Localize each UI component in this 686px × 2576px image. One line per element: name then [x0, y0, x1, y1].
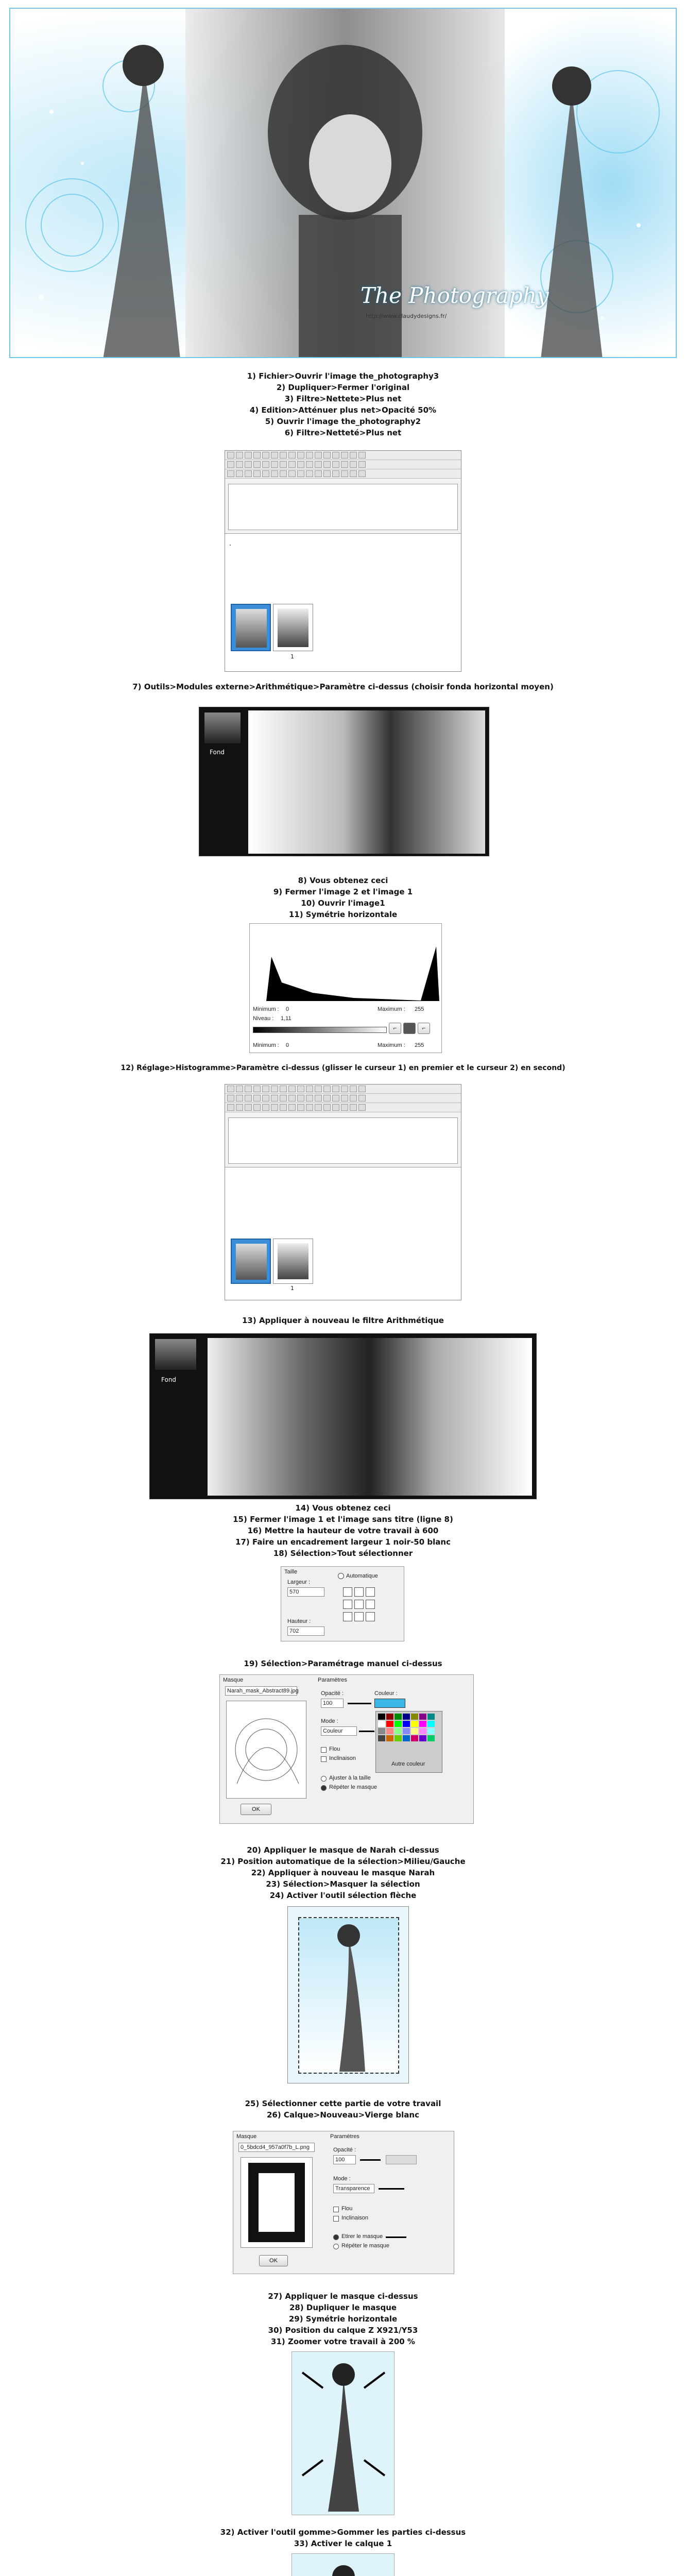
niveau-label: Niveau :	[253, 1015, 274, 1022]
mask-file-select[interactable]: Narah_mask_Abstract89.jpg	[225, 1686, 297, 1696]
repeter-label-2: Répéter le masque	[341, 2243, 389, 2249]
anchor-cell[interactable]	[366, 1612, 375, 1621]
niveau-value: 1,11	[281, 1015, 291, 1022]
mask-file-select-2[interactable]: 0_5bdcd4_957a0f7b_L.png	[238, 2143, 315, 2152]
toolbar	[225, 451, 461, 460]
banner-image	[9, 8, 677, 358]
code-area[interactable]	[228, 1117, 458, 1164]
arrow-indicator	[386, 2236, 406, 2238]
anchor-cell[interactable]	[343, 1600, 352, 1609]
repeter-radio-2[interactable]	[333, 2244, 339, 2249]
auto-radio[interactable]	[338, 1573, 344, 1579]
step-15: 15) Fermer l'image 1 et l'image sans titre (ligne 8)	[233, 1515, 453, 1524]
anchor-cell[interactable]	[354, 1587, 364, 1597]
arrow-indicator	[359, 1731, 374, 1732]
selection-panel	[281, 1566, 404, 1641]
toolbar	[225, 1094, 461, 1103]
inclinaison-checkbox-2[interactable]	[333, 2216, 339, 2222]
step-23: 23) Sélection>Masquer la sélection	[266, 1879, 420, 1889]
minimum-value: 0	[286, 1006, 289, 1012]
step-21: 21) Position automatique de la sélection>Milieu/Gauche	[220, 1857, 466, 1866]
anchor-cell[interactable]	[366, 1587, 375, 1597]
step-3: 3) Filtre>Nettete>Plus net	[284, 394, 402, 403]
step-18: 18) Sélection>Tout sélectionner	[273, 1549, 413, 1558]
ok-button[interactable]: OK	[241, 1804, 271, 1815]
minimum-label: Minimum :	[253, 1006, 279, 1012]
repeter-label: Répéter le masque	[329, 1784, 377, 1790]
eyedropper-gray-button[interactable]	[403, 1023, 416, 1034]
step-1: 1) Fichier>Ouvrir l'image the_photography3	[247, 371, 439, 381]
toolbar	[225, 469, 461, 479]
step-26: 26) Calque>Nouveau>Vierge blanc	[266, 2110, 419, 2120]
step-4: 4) Edition>Atténuer plus net>Opacité 50%	[249, 405, 437, 415]
step-28: 28) Dupliquer le masque	[289, 2303, 397, 2312]
masque-label-2: Masque	[236, 2133, 257, 2140]
inclinaison-checkbox[interactable]	[321, 1756, 327, 1762]
result-image-2	[149, 1333, 537, 1499]
parametres-label-2: Paramètres	[330, 2133, 359, 2140]
arrow-indicator	[360, 2159, 381, 2161]
result-image-1	[199, 707, 489, 856]
banner-title: The Photography	[361, 283, 549, 308]
thumb-1b[interactable]	[231, 1239, 271, 1284]
step-32: 32) Activer l'outil gomme>Gommer les parties ci-dessus	[220, 2528, 466, 2537]
step-31: 31) Zoomer votre travail à 200 %	[271, 2337, 415, 2346]
mask-preview-2	[241, 2157, 313, 2248]
inclinaison-label: Inclinaison	[329, 1755, 356, 1761]
flou-checkbox[interactable]	[321, 1747, 327, 1753]
thumbnail-selected[interactable]	[230, 545, 231, 546]
eraser-view-1	[291, 2351, 395, 2515]
selection-result-image	[287, 1906, 409, 2083]
color-swatch[interactable]	[374, 1699, 405, 1708]
step-22: 22) Appliquer à nouveau le masque Narah	[251, 1868, 435, 1877]
eyedropper-white-button[interactable]: ⌐	[418, 1023, 430, 1034]
eyedropper-black-button[interactable]: ⌐	[389, 1023, 401, 1034]
step-8: 8) Vous obtenez ceci	[298, 876, 388, 885]
mask-preview	[226, 1701, 306, 1799]
layer-label: Fond	[210, 749, 225, 756]
step-16: 16) Mettre la hauteur de votre travail à 600	[247, 1526, 439, 1535]
thumb-label-b: 1	[290, 1285, 294, 1292]
step-11: 11) Symétrie horizontale	[288, 910, 398, 919]
arrow-indicator	[379, 2188, 404, 2190]
flou-label-2: Flou	[341, 2206, 353, 2212]
min-bottom-label: Minimum :	[253, 1042, 279, 1048]
step-19: 19) Sélection>Paramétrage manuel ci-dessus	[244, 1659, 442, 1668]
mask-panel-2	[233, 2131, 454, 2274]
inclinaison-label-2: Inclinaison	[341, 2215, 368, 2221]
step-5: 5) Ouvrir l'image the_photography2	[265, 417, 421, 426]
ajuster-label: Ajuster à la taille	[329, 1775, 371, 1781]
opacite-label-2: Opacité :	[333, 2147, 356, 2153]
step-13: 13) Appliquer à nouveau le filtre Arithmétique	[242, 1316, 444, 1325]
step-29: 29) Symétrie horizontale	[288, 2314, 398, 2324]
couleur-label: Couleur :	[374, 1690, 398, 1697]
anchor-cell[interactable]	[354, 1612, 364, 1621]
anchor-cell[interactable]	[343, 1612, 352, 1621]
thumb-label: 1	[290, 653, 294, 660]
anchor-cell[interactable]	[354, 1600, 364, 1609]
step-27: 27) Appliquer le masque ci-dessus	[268, 2292, 418, 2301]
color-palette[interactable]	[375, 1711, 442, 1773]
layer-label-2: Fond	[161, 1376, 177, 1383]
anchor-cell[interactable]	[343, 1587, 352, 1597]
auto-label: Automatique	[346, 1573, 378, 1579]
banner-artwork	[10, 9, 677, 358]
step-6: 6) Filtre>Netteté>Plus net	[284, 428, 402, 437]
opacite-input-2[interactable]: 100	[333, 2155, 356, 2164]
flou-label: Flou	[329, 1746, 340, 1752]
autre-couleur-label[interactable]: Autre couleur	[391, 1761, 425, 1767]
hauteur-input[interactable]: 702	[287, 1626, 324, 1636]
mode-label-2: Mode :	[333, 2176, 351, 2182]
arrow-indicator	[348, 1703, 371, 1704]
max-bottom-label: Maximum :	[378, 1042, 405, 1048]
step-7: 7) Outils>Modules externe>Arithmétique>Paramètre ci-dessus (choisir fonda horizontal moyen)	[132, 682, 554, 691]
histogram-panel	[249, 923, 442, 1053]
step-30: 30) Position du calque Z X921/Y53	[268, 2326, 418, 2335]
gradient-bar	[253, 1027, 387, 1033]
taille-label: Taille	[284, 1569, 298, 1575]
color-swatch-2[interactable]	[386, 2155, 417, 2164]
thumb-2b[interactable]	[273, 1239, 313, 1284]
step-17: 17) Faire un encadrement largeur 1 noir-50 blanc	[235, 1537, 451, 1547]
maximum-value: 255	[415, 1006, 424, 1012]
step-9: 9) Fermer l'image 2 et l'image 1	[273, 887, 413, 896]
largeur-input[interactable]: 570	[287, 1587, 324, 1597]
maximum-label: Maximum :	[378, 1006, 405, 1012]
mode-select[interactable]: Couleur	[321, 1726, 357, 1736]
max-bottom-value: 255	[415, 1042, 424, 1048]
step-14: 14) Vous obtenez ceci	[295, 1503, 391, 1513]
thumb-1[interactable]	[231, 604, 271, 651]
opacite-input[interactable]: 100	[321, 1699, 344, 1708]
code-area[interactable]	[228, 484, 458, 530]
step-33: 33) Activer le calque 1	[294, 2539, 392, 2548]
mode-select-2[interactable]: Transparence	[333, 2184, 374, 2193]
toolbar	[225, 1103, 461, 1112]
step-2: 2) Dupliquer>Fermer l'original	[276, 383, 410, 392]
ajuster-radio[interactable]	[321, 1776, 327, 1782]
step-12: 12) Réglage>Histogramme>Paramètre ci-dessus (glisser le curseur 1) en premier et le curseur 2) en second)	[121, 1064, 565, 1072]
parametres-label: Paramètres	[318, 1677, 347, 1683]
largeur-label: Largeur :	[287, 1579, 311, 1585]
step-20: 20) Appliquer le masque de Narah ci-dessus	[247, 1845, 439, 1855]
toolbar	[225, 460, 461, 469]
masque-label: Masque	[223, 1677, 244, 1683]
banner-url: http://www.claudydesigns.fr/	[366, 313, 447, 319]
etirer-label: Etirer le masque	[341, 2233, 383, 2240]
hauteur-label: Hauteur :	[287, 1618, 311, 1624]
flou-checkbox-2[interactable]	[333, 2207, 339, 2212]
thumb-2[interactable]	[273, 604, 313, 651]
step-10: 10) Ouvrir l'image1	[301, 899, 385, 908]
repeter-radio[interactable]	[321, 1785, 327, 1791]
etirer-radio[interactable]	[333, 2234, 339, 2240]
toolbar	[225, 1084, 461, 1094]
mode-label: Mode :	[321, 1718, 338, 1724]
eraser-view-2	[291, 2553, 395, 2576]
step-25: 25) Sélectionner cette partie de votre travail	[245, 2099, 441, 2108]
histogram-graph	[251, 926, 441, 1003]
anchor-cell[interactable]	[366, 1600, 375, 1609]
mask-panel-1	[219, 1674, 474, 1824]
opacite-label: Opacité :	[321, 1690, 344, 1697]
ok-button-2[interactable]: OK	[259, 2255, 288, 2266]
step-24: 24) Activer l'outil sélection flèche	[269, 1891, 417, 1900]
min-bottom-value: 0	[286, 1042, 289, 1048]
